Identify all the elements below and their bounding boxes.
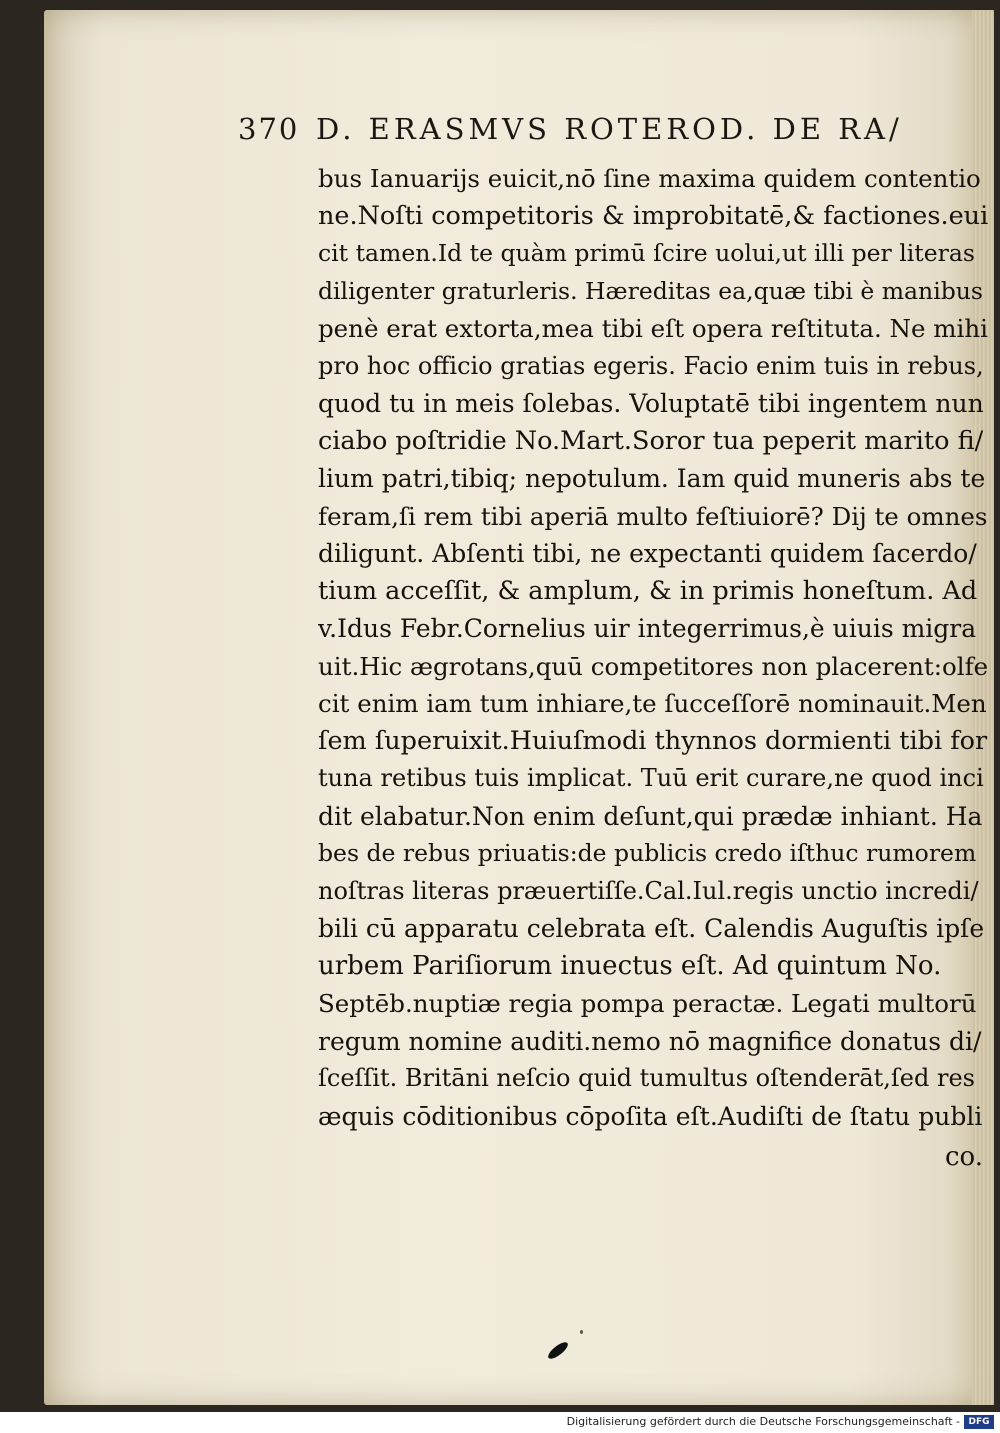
- funding-credit: Digitalisierung gefördert durch die Deutsche Forschungsgemeinschaft -: [566, 1415, 960, 1428]
- text-line: penè erat extorta,mea tibi eſt opera reſtituta. Ne mihi: [318, 314, 988, 343]
- dfg-logo: DFG: [964, 1415, 994, 1429]
- ink-speck: [580, 1330, 583, 1334]
- text-line: quod tu in meis ſolebas. Voluptatē tibi ingentem nun: [318, 389, 984, 418]
- text-line: ſem ſuperuixit.Huiuſmodi thynnos dormienti tibi for: [318, 725, 988, 756]
- body-text-block: [318, 160, 988, 1135]
- text-line: bili cū apparatu celebrata eſt. Calendis Auguſtis ipſe: [318, 914, 985, 943]
- text-line: lium patri,tibiq; nepotulum. Iam quid muneris abs te: [318, 464, 986, 493]
- text-line: cit tamen.Id te quàm primū ſcire uolui,ut illi per literas: [318, 239, 975, 267]
- text-line: pro hoc officio gratias egeris. Facio enim tuis in rebus,: [318, 351, 984, 380]
- text-line: diligunt. Abſenti tibi, ne expectanti quidem ſacerdo/: [318, 539, 977, 568]
- text-line: æquis cōditionibus cōpoſita eſt.Audiſti de ſtatu publi: [318, 1101, 983, 1131]
- catchword: co.: [945, 1142, 984, 1172]
- text-line: bes de rebus priuatis:de publicis credo iſthuc rumorem: [318, 839, 977, 867]
- text-line: feram,ſi rem tibi aperiā multo feſtiuiorē? Dij te omnes: [318, 501, 988, 531]
- text-line: ſceſſit. Britāni neſcio quid tumultus oſtenderāt,ſed res: [318, 1064, 975, 1092]
- text-line: tuna retibus tuis implicat. Tuū erit curare,ne quod inci: [318, 764, 984, 792]
- text-line: v.Idus Febr.Cornelius uir integerrimus,è uiuis migra: [318, 614, 977, 643]
- text-line: bus Ianuarijs euicit,nō ſine maxima quidem contentio: [318, 164, 981, 193]
- running-head: [238, 112, 958, 152]
- text-line: tium acceſſit, & amplum, & in primis honeſtum. Ad: [318, 575, 978, 606]
- text-line: noſtras literas præuertiſſe.Cal.Iul.regis unctio incredi/: [318, 876, 979, 905]
- running-title: D. ERASMVS ROTEROD. DE RA/: [316, 112, 903, 146]
- text-line: diligenter graturleris. Hæreditas ea,quæ tibi è manibus: [318, 276, 983, 305]
- text-line: ciabo poſtridie No.Mart.Soror tua peperit marito fi/: [318, 425, 984, 456]
- text-line: urbem Pariſiorum inuectus eſt. Ad quintum No.: [318, 950, 942, 981]
- footer-bar: [0, 1412, 1000, 1433]
- page-number: 370: [238, 112, 300, 146]
- text-line: dit elabatur.Non enim deſunt,qui prædæ inhiant. Ha: [318, 801, 983, 831]
- text-line: uit.Hic ægrotans,quū competitores non placerent:olfe: [318, 651, 988, 681]
- text-line: regum nomine auditi.nemo nō magnifice donatus di/: [318, 1026, 982, 1056]
- text-line: ne.Noſti competitoris & improbitatē,& factiones.eui: [318, 200, 988, 231]
- text-line: Septēb.nuptiæ regia pompa peractæ. Legati multorū: [318, 989, 977, 1018]
- text-line: cit enim iam tum inhiare,te ſucceſſorē nominauit.Men: [318, 689, 987, 718]
